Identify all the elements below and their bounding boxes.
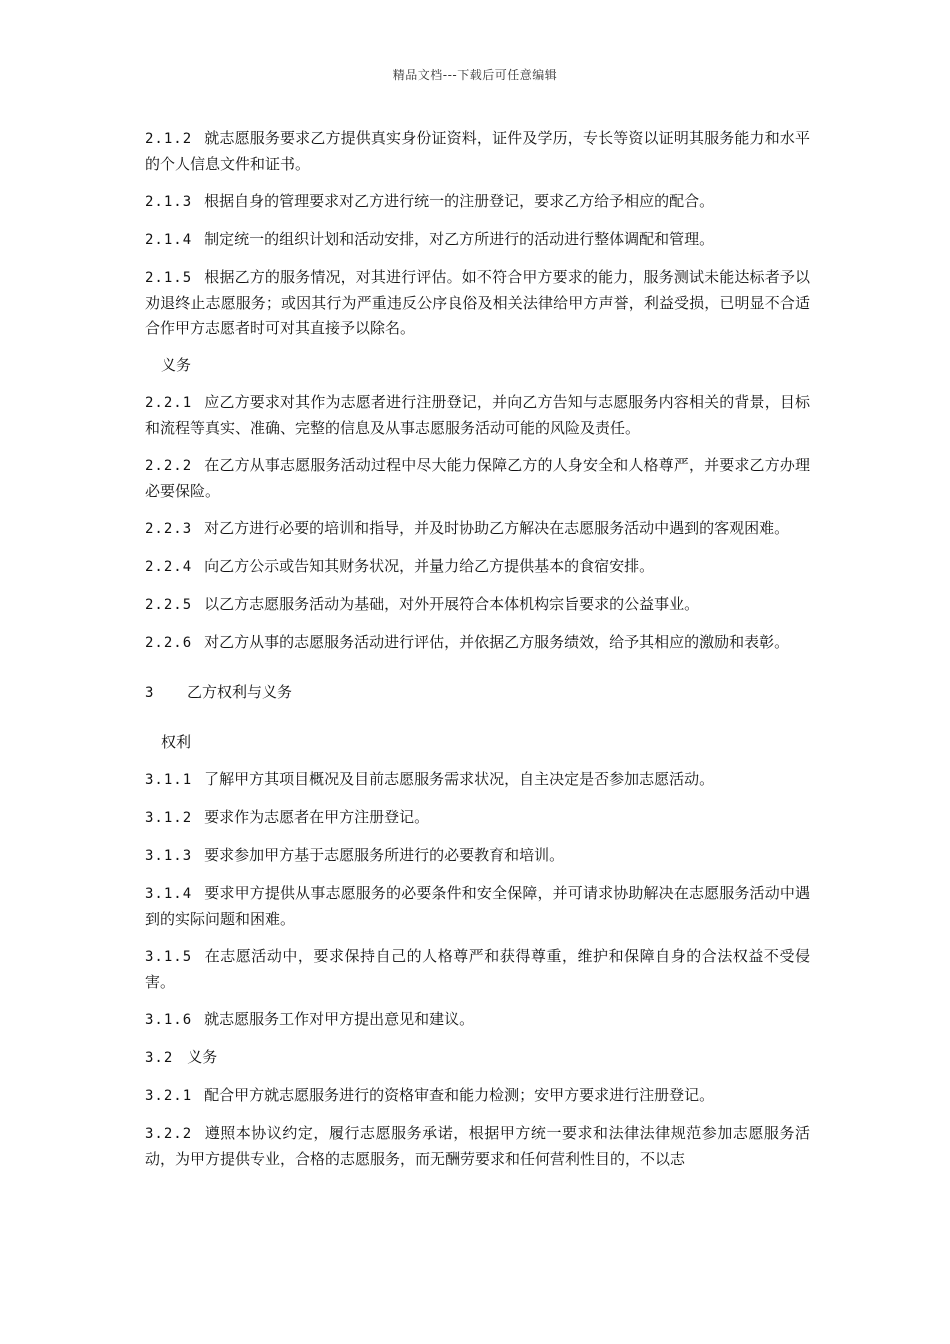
clause-paragraph (145, 881, 810, 932)
clause-text: 就志愿服务工作对甲方提出意见和建议。 (204, 1010, 475, 1028)
clause-paragraph (145, 630, 810, 656)
clause-text: 配合甲方就志愿服务进行的资格审查和能力检测；安甲方要求进行注册登记。 (204, 1086, 715, 1104)
clause-text: 应乙方要求对其作为志愿者进行注册登记，并向乙方告知与志愿服务内容相关的背景，目标和流程等真实、准确、完整的信息及从事志愿服务活动可能的风险及责任。 (145, 393, 810, 437)
clause-text: 了解甲方其项目概况及目前志愿服务需求状况，自主决定是否参加志愿活动。 (204, 770, 715, 788)
clause-paragraph (145, 126, 810, 177)
clause-paragraph (145, 1007, 810, 1033)
clause-number: 2.2.6 (145, 635, 193, 651)
clause-text: 根据乙方的服务情况，对其进行评估。如不符合甲方要求的能力，服务测试未能达标者予以劝退终止志愿服务；或因其行为严重违反公序良俗及相关法律给甲方声誉，利益受损，已明显不合适合作甲方志愿者时可对其直接予以除名。 (145, 268, 810, 337)
clause-paragraph (145, 843, 810, 869)
clause-number: 3.1.5 (145, 949, 193, 965)
clause-number: 3.1.6 (145, 1012, 193, 1028)
clause-text: 要求甲方提供从事志愿服务的必要条件和安全保障，并可请求协助解决在志愿服务活动中遇到的实际问题和困难。 (145, 884, 810, 928)
clause-number: 2.2.2 (145, 458, 193, 474)
section-heading (145, 680, 810, 706)
clause-text: 遵照本协议约定，履行志愿服务承诺，根据甲方统一要求和法律法律规范参加志愿服务活动，为甲方提供专业，合格的志愿服务，而无酬劳要求和任何营利性目的，不以志 (145, 1124, 810, 1168)
clause-text: 根据自身的管理要求对乙方进行统一的注册登记，要求乙方给予相应的配合。 (204, 192, 715, 210)
clause-number: 2.1.4 (145, 232, 193, 248)
clause-number: 2.2.3 (145, 521, 193, 537)
clause-number: 3.2.1 (145, 1088, 193, 1104)
clause-text: 在乙方从事志愿服务活动过程中尽大能力保障乙方的人身安全和人格尊严，并要求乙方办理必要保险。 (145, 456, 810, 500)
clause-heading-number: 3.2 (145, 1050, 174, 1066)
clause-number: 3.1.2 (145, 810, 193, 826)
clause-text: 要求参加甲方基于志愿服务所进行的必要教育和培训。 (204, 846, 565, 864)
clause-paragraph (145, 189, 810, 215)
document-body (145, 126, 810, 1184)
clause-number: 3.1.3 (145, 848, 193, 864)
clause-paragraph (145, 944, 810, 995)
page-header: 精品文档---下载后可任意编辑 (392, 68, 558, 82)
clause-paragraph (145, 1121, 810, 1172)
clause-paragraph (145, 390, 810, 441)
clause-paragraph (145, 516, 810, 542)
clause-paragraph (145, 805, 810, 831)
clause-heading-title: 义务 (187, 1048, 218, 1066)
clause-text: 对乙方从事的志愿服务活动进行评估，并依据乙方服务绩效，给予其相应的激励和表彰。 (204, 633, 790, 651)
clause-paragraph (145, 554, 810, 580)
clause-paragraph (145, 265, 810, 341)
clause-paragraph (145, 767, 810, 793)
clause-number: 2.1.5 (145, 270, 193, 286)
clause-heading (145, 1045, 810, 1071)
section-number: 3 (145, 685, 154, 701)
clause-text: 向乙方公示或告知其财务状况，并量力给乙方提供基本的食宿安排。 (204, 557, 655, 575)
clause-number: 2.1.2 (145, 131, 193, 147)
clause-text: 在志愿活动中，要求保持自己的人格尊严和获得尊重，维护和保障自身的合法权益不受侵害。 (145, 947, 810, 991)
clause-paragraph (145, 227, 810, 253)
clause-number: 3.1.4 (145, 886, 193, 902)
clause-text: 以乙方志愿服务活动为基础，对外开展符合本体机构宗旨要求的公益事业。 (204, 595, 700, 613)
clause-paragraph (145, 453, 810, 504)
clause-number: 3.1.1 (145, 772, 193, 788)
clause-number: 2.2.5 (145, 597, 193, 613)
clause-number: 3.2.2 (145, 1126, 193, 1142)
clause-text: 要求作为志愿者在甲方注册登记。 (204, 808, 430, 826)
clause-number: 2.2.4 (145, 559, 193, 575)
clause-number: 2.2.1 (145, 395, 193, 411)
clause-text: 对乙方进行必要的培训和指导，并及时协助乙方解决在志愿服务活动中遇到的客观困难。 (204, 519, 790, 537)
clause-number: 2.1.3 (145, 194, 193, 210)
section-title: 乙方权利与义务 (187, 683, 293, 701)
subheading: 义务 (161, 356, 192, 374)
clause-paragraph (145, 592, 810, 618)
clause-paragraph (145, 1083, 810, 1109)
clause-text: 就志愿服务要求乙方提供真实身份证资料，证件及学历，专长等资以证明其服务能力和水平的个人信息文件和证书。 (145, 129, 810, 173)
subheading: 权利 (161, 733, 192, 751)
clause-text: 制定统一的组织计划和活动安排，对乙方所进行的活动进行整体调配和管理。 (204, 230, 715, 248)
